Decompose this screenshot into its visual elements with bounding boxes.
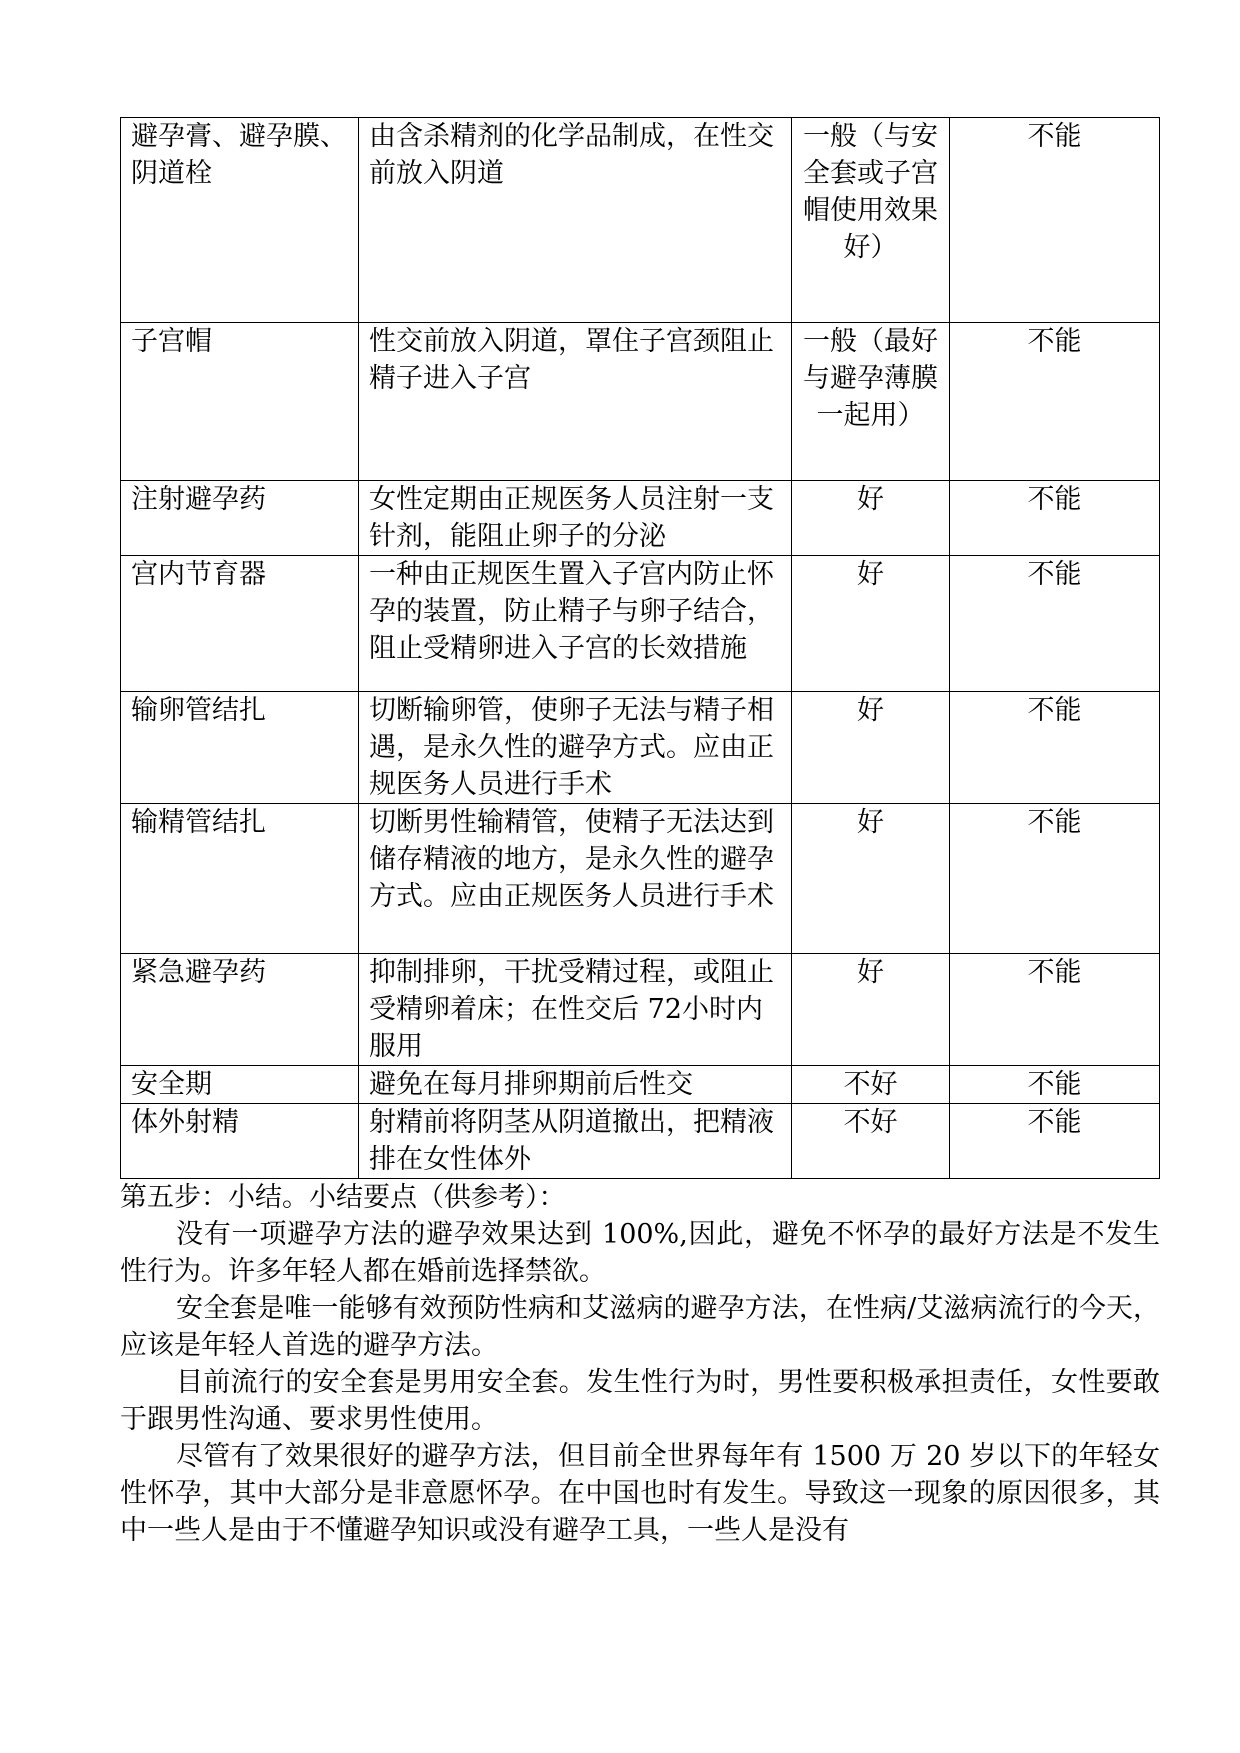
description-cell: 一种由正规医生置入子宫内防止怀孕的装置，防止精子与卵子结合，阻止受精卵进入子宫的长效措施 bbox=[359, 556, 792, 692]
table-row bbox=[121, 954, 1160, 1066]
summary-paragraph: 没有一项避孕方法的避孕效果达到 100%,因此，避免不怀孕的最好方法是不发生性行为。许多年轻人都在婚前选择禁欲。 bbox=[120, 1219, 1160, 1287]
description-cell: 抑制排卵，干扰受精过程，或阻止受精卵着床；在性交后 72小时内服用 bbox=[359, 954, 792, 1066]
method-cell: 紧急避孕药 bbox=[121, 954, 359, 1066]
table-row bbox=[121, 1066, 1160, 1104]
table-row bbox=[121, 481, 1160, 556]
summary-heading: 第五步：小结。小结要点（供参考）： bbox=[120, 1182, 566, 1213]
std-prevention-cell: 不能 bbox=[950, 118, 1160, 323]
description-cell: 射精前将阴茎从阴道撤出，把精液排在女性体外 bbox=[359, 1104, 792, 1179]
effect-cell: 一般（最好与避孕薄膜一起用） bbox=[792, 323, 950, 481]
std-prevention-cell: 不能 bbox=[950, 323, 1160, 481]
description-cell: 切断输卵管，使卵子无法与精子相遇，是永久性的避孕方式。应由正规医务人员进行手术 bbox=[359, 692, 792, 804]
std-prevention-cell: 不能 bbox=[950, 481, 1160, 556]
std-prevention-cell: 不能 bbox=[950, 804, 1160, 954]
description-cell: 切断男性输精管，使精子无法达到储存精液的地方，是永久性的避孕方式。应由正规医务人员进行手术 bbox=[359, 804, 792, 954]
table-row bbox=[121, 1104, 1160, 1179]
method-cell: 安全期 bbox=[121, 1066, 359, 1104]
effect-cell: 好 bbox=[792, 556, 950, 692]
method-cell: 宫内节育器 bbox=[121, 556, 359, 692]
effect-cell: 不好 bbox=[792, 1104, 950, 1179]
std-prevention-cell: 不能 bbox=[950, 1066, 1160, 1104]
summary-paragraph: 目前流行的安全套是男用安全套。发生性行为时，男性要积极承担责任，女性要敢于跟男性沟通、要求男性使用。 bbox=[120, 1367, 1160, 1435]
description-cell: 女性定期由正规医务人员注射一支针剂，能阻止卵子的分泌 bbox=[359, 481, 792, 556]
contraception-methods-table bbox=[120, 117, 1160, 1179]
method-cell: 避孕膏、避孕膜、阴道栓 bbox=[121, 118, 359, 323]
description-cell: 性交前放入阴道，罩住子宫颈阻止精子进入子宫 bbox=[359, 323, 792, 481]
std-prevention-cell: 不能 bbox=[950, 954, 1160, 1066]
description-cell: 避免在每月排卵期前后性交 bbox=[359, 1066, 792, 1104]
effect-cell: 好 bbox=[792, 481, 950, 556]
effect-cell: 好 bbox=[792, 804, 950, 954]
description-cell: 由含杀精剂的化学品制成，在性交前放入阴道 bbox=[359, 118, 792, 323]
method-cell: 注射避孕药 bbox=[121, 481, 359, 556]
table-row bbox=[121, 804, 1160, 954]
std-prevention-cell: 不能 bbox=[950, 1104, 1160, 1179]
effect-cell: 好 bbox=[792, 954, 950, 1066]
method-cell: 输精管结扎 bbox=[121, 804, 359, 954]
table-row bbox=[121, 118, 1160, 323]
effect-cell: 好 bbox=[792, 692, 950, 804]
table-row bbox=[121, 556, 1160, 692]
table-row bbox=[121, 692, 1160, 804]
summary-paragraph: 尽管有了效果很好的避孕方法，但目前全世界每年有 1500 万 20 岁以下的年轻女性怀孕，其中大部分是非意愿怀孕。在中国也时有发生。导致这一现象的原因很多，其中一些人是由于不懂避孕知识或没有避孕工具，一些人是没有 bbox=[120, 1441, 1160, 1546]
method-cell: 输卵管结扎 bbox=[121, 692, 359, 804]
method-cell: 体外射精 bbox=[121, 1104, 359, 1179]
table-row bbox=[121, 323, 1160, 481]
std-prevention-cell: 不能 bbox=[950, 692, 1160, 804]
effect-cell: 不好 bbox=[792, 1066, 950, 1104]
method-cell: 子宫帽 bbox=[121, 323, 359, 481]
effect-cell: 一般（与安全套或子宫帽使用效果好） bbox=[792, 118, 950, 323]
summary-paragraph: 安全套是唯一能够有效预防性病和艾滋病的避孕方法，在性病/艾滋病流行的今天，应该是年轻人首选的避孕方法。 bbox=[120, 1293, 1160, 1361]
document-page bbox=[120, 117, 1160, 1549]
std-prevention-cell: 不能 bbox=[950, 556, 1160, 692]
